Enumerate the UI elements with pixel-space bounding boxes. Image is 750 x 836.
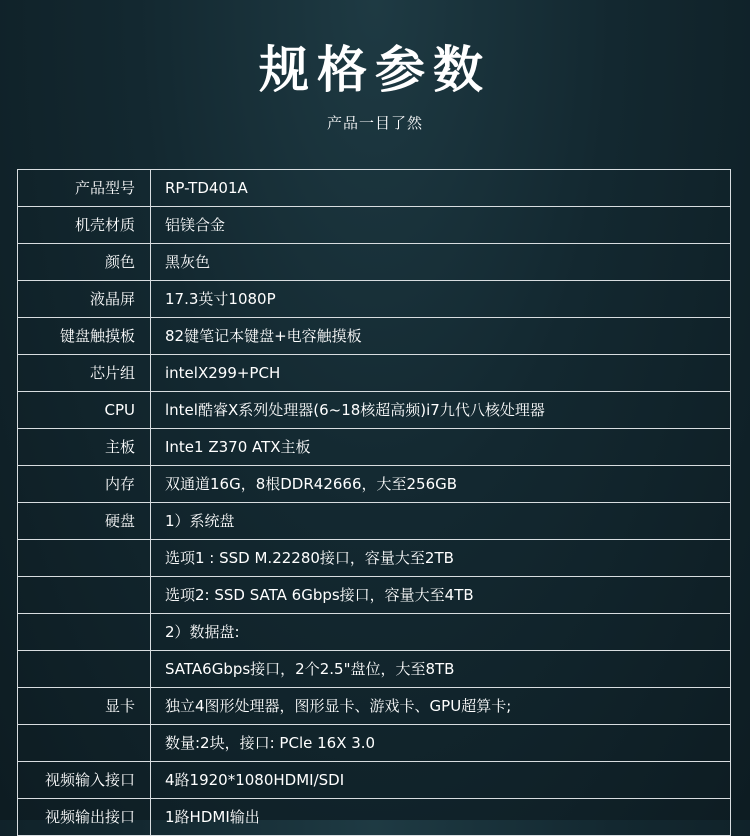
spec-row (18, 355, 731, 392)
spec-value: 1路HDMI输出 (151, 799, 731, 835)
spec-label: 视频输入接口 (18, 762, 151, 798)
spec-label (18, 614, 151, 650)
spec-row (18, 762, 731, 799)
spec-value: 82键笔记本键盘+电容触摸板 (151, 318, 731, 354)
spec-row (18, 429, 731, 466)
spec-row (18, 281, 731, 318)
spec-label: 主板 (18, 429, 151, 465)
spec-value: 2）数据盘: (151, 614, 731, 650)
spec-value: 4路1920*1080HDMI/SDI (151, 762, 731, 798)
spec-row (18, 466, 731, 503)
spec-row (18, 688, 731, 725)
spec-label: 硬盘 (18, 503, 151, 539)
spec-label: 机壳材质 (18, 207, 151, 243)
spec-label (18, 540, 151, 576)
spec-row (18, 614, 731, 651)
spec-value: Inte1 Z370 ATX主板 (151, 429, 731, 465)
spec-label: 颜色 (18, 244, 151, 280)
spec-label (18, 725, 151, 761)
page-title: 规格参数 (259, 41, 491, 99)
page-subtitle: 产品一目了然 (326, 114, 423, 132)
spec-row (18, 503, 731, 540)
spec-label: 液晶屏 (18, 281, 151, 317)
spec-row (18, 318, 731, 355)
spec-row (18, 725, 731, 762)
spec-row (18, 392, 731, 429)
spec-row (18, 170, 731, 207)
spec-label: 内存 (18, 466, 151, 502)
spec-value: 17.3英寸1080P (151, 281, 731, 317)
spec-value: 铝镁合金 (151, 207, 731, 243)
spec-label (18, 577, 151, 613)
spec-label (18, 651, 151, 687)
spec-value: 双通道16G，8根DDR42666，大至256GB (151, 466, 731, 502)
spec-row (18, 577, 731, 614)
spec-table (17, 169, 731, 836)
spec-value: 选项2: SSD SATA 6Gbps接口，容量大至4TB (151, 577, 731, 613)
spec-label: 芯片组 (18, 355, 151, 391)
spec-label: 显卡 (18, 688, 151, 724)
spec-value: 独立4图形处理器，图形显卡、游戏卡、GPU超算卡; (151, 688, 731, 724)
spec-row (18, 651, 731, 688)
spec-row (18, 540, 731, 577)
spec-row (18, 799, 731, 836)
spec-value: RP-TD401A (151, 170, 731, 206)
spec-value: 选项1 : SSD M.22280接口，容量大至2TB (151, 540, 731, 576)
spec-row (18, 244, 731, 281)
spec-label: CPU (18, 392, 151, 428)
spec-value: 数量:2块，接口: PCle 16X 3.0 (151, 725, 731, 761)
spec-value: SATA6Gbps接口，2个2.5"盘位，大至8TB (151, 651, 731, 687)
spec-value: lntel酷睿X系列处理器(6~18核超高频)i7九代八核处理器 (151, 392, 731, 428)
spec-row (18, 207, 731, 244)
spec-label: 视频输出接口 (18, 799, 151, 835)
spec-label: 产品型号 (18, 170, 151, 206)
spec-value: 1）系统盘 (151, 503, 731, 539)
spec-label: 键盘触摸板 (18, 318, 151, 354)
spec-value: 黑灰色 (151, 244, 731, 280)
spec-value: intelX299+PCH (151, 355, 731, 391)
